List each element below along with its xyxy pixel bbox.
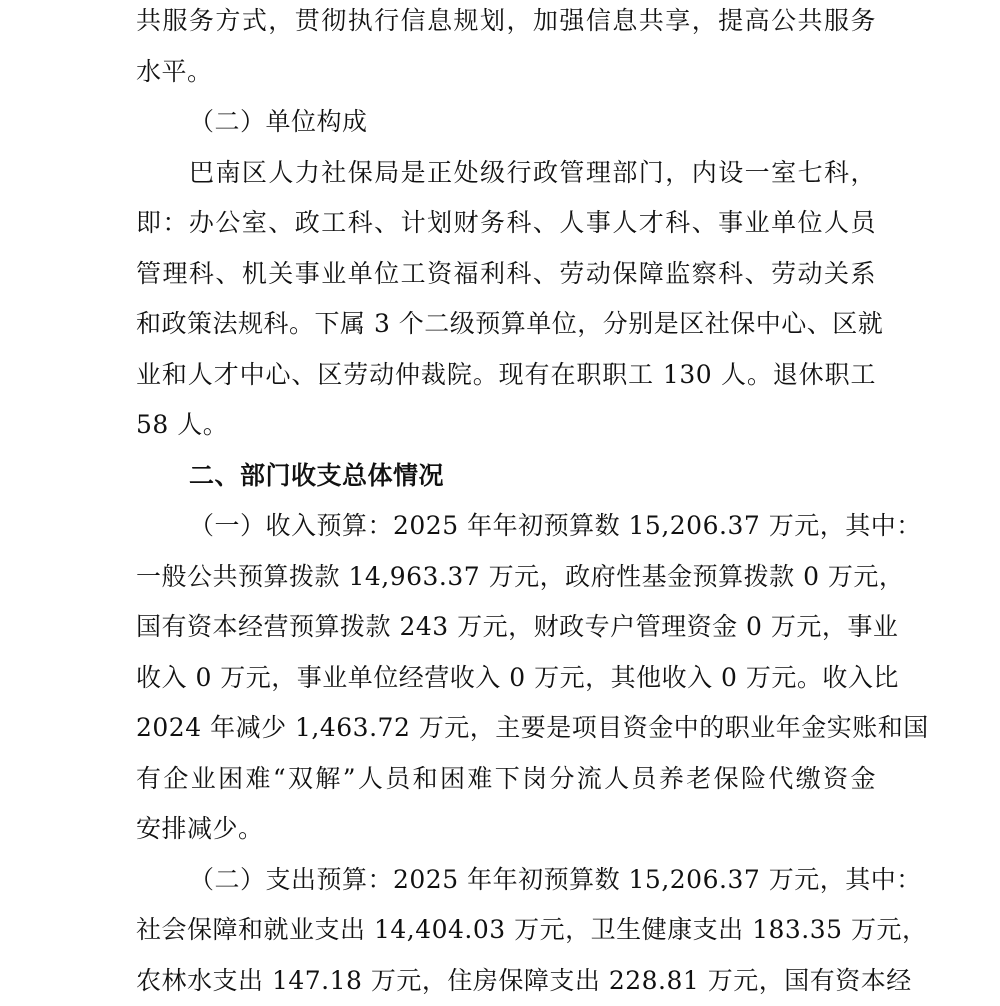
text-line: 2024 年减少 1,463.72 万元，主要是项目资金中的职业年金实账和国 (136, 713, 929, 742)
text-line: 社会保障和就业支出 14,404.03 万元，卫生健康支出 183.35 万元， (136, 915, 928, 944)
text-line: 58 人。 (136, 410, 229, 439)
text-line: 收入 0 万元，事业单位经营收入 0 万元，其他收入 0 万元。收入比 (136, 663, 899, 692)
text-line: 有企业困难“双解”人员和困难下岗分流人员养老保险代缴资金 (136, 764, 876, 793)
text-line: 即：办公室、政工科、计划财务科、人事人才科、事业单位人员 (136, 208, 876, 237)
text-line: 和政策法规科。下属 3 个二级预算单位，分别是区社保中心、区就 (136, 309, 884, 338)
paragraph-first-line: 巴南区人力社保局是正处级行政管理部门，内设一室七科， (189, 158, 876, 187)
section-heading: 二、部门收支总体情况 (189, 461, 445, 490)
text-line: 安排减少。 (136, 814, 264, 843)
text-line: 业和人才中心、区劳动仲裁院。现有在职职工 130 人。退休职工 (136, 360, 876, 389)
paragraph-first-line: （二）支出预算：2025 年年初预算数 15,206.37 万元，其中： (189, 865, 922, 894)
text-line: 一般公共预算拨款 14,963.37 万元，政府性基金预算拨款 0 万元， (136, 562, 905, 591)
text-line: 共服务方式，贯彻执行信息规划，加强信息共享，提高公共服务 (136, 6, 876, 35)
text-line: 国有资本经营预算拨款 243 万元，财政专户管理资金 0 万元，事业 (136, 612, 899, 641)
text-line: 水平。 (136, 57, 213, 86)
sub-heading: （二）单位构成 (189, 107, 368, 136)
text-line: 农林水支出 147.18 万元，住房保障支出 228.81 万元，国有资本经 (136, 966, 912, 995)
text-line: 管理科、机关事业单位工资福利科、劳动保障监察科、劳动关系 (136, 259, 876, 288)
paragraph-first-line: （一）收入预算：2025 年年初预算数 15,206.37 万元，其中： (189, 511, 922, 540)
